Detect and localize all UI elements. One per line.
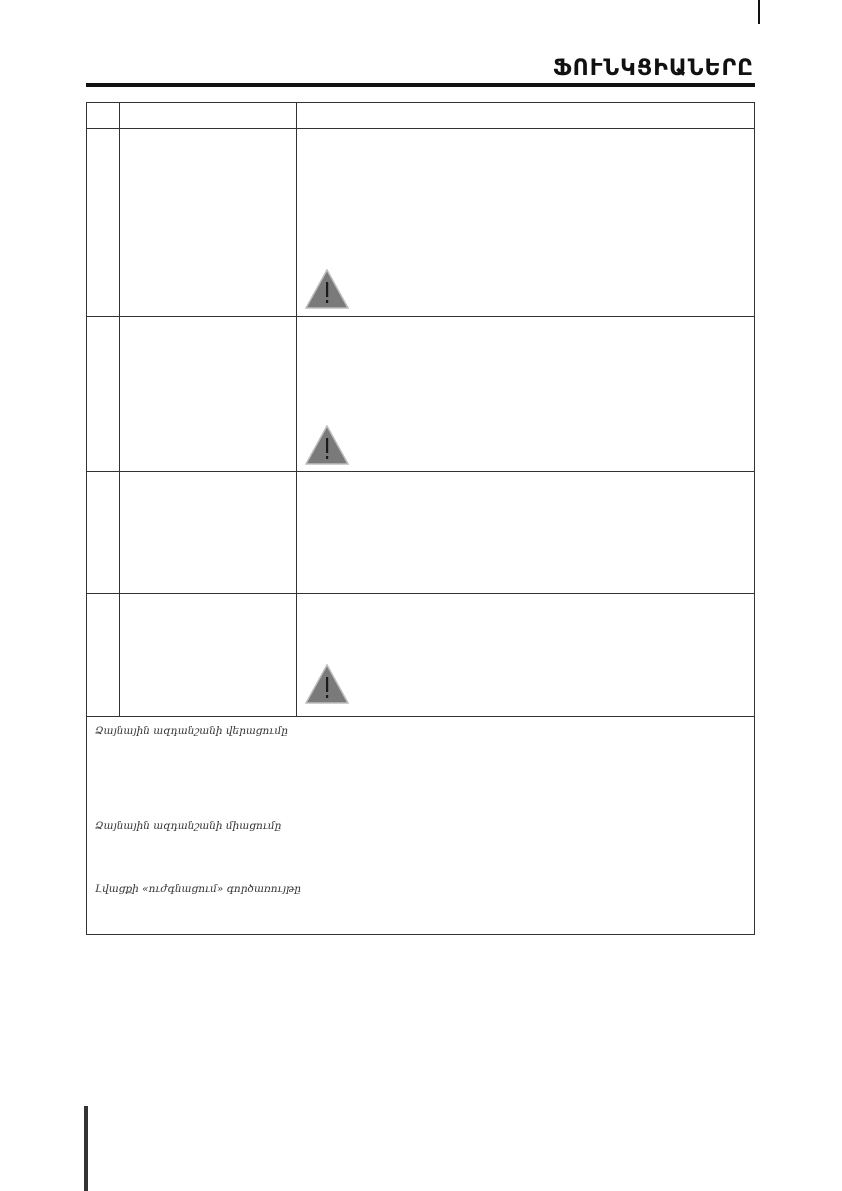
table-row (87, 593, 754, 716)
table-row (87, 316, 754, 471)
warning-triangle-icon (305, 269, 349, 309)
row-number-cell (87, 594, 120, 716)
note-sound-disable: Ձայնային ազդանշանի վերացումը (95, 725, 288, 737)
row-number-cell (87, 317, 120, 471)
row-name-cell (120, 129, 297, 316)
row-name-cell (120, 594, 297, 716)
note-sound-enable: Ձայնային ազդանշանի միացումը (95, 820, 282, 832)
functions-table (86, 102, 755, 935)
header-rule (86, 83, 755, 87)
page-title: ՖՈՒՆԿՑԻԱՆԵՐԸ (552, 56, 754, 81)
header-cell-number (87, 103, 120, 128)
row-description-cell (297, 129, 754, 316)
page-corner-mark (758, 0, 760, 24)
row-description-cell (297, 317, 754, 471)
warning-triangle-icon (305, 425, 349, 465)
header-cell-name (120, 103, 297, 128)
header-cell-description (297, 103, 754, 128)
row-number-cell (87, 129, 120, 316)
table-header-row (87, 103, 754, 128)
page-side-bar (84, 1106, 88, 1191)
row-name-cell (120, 472, 297, 593)
row-number-cell (87, 472, 120, 593)
notes-section (87, 716, 754, 934)
row-name-cell (120, 317, 297, 471)
table-row (87, 471, 754, 593)
warning-triangle-icon (305, 664, 349, 704)
row-description-cell (297, 594, 754, 716)
table-row (87, 128, 754, 316)
row-description-cell (297, 472, 754, 593)
note-intensive-wash: Լվացքի «ուժգնացում» գործառույթը (95, 883, 301, 895)
